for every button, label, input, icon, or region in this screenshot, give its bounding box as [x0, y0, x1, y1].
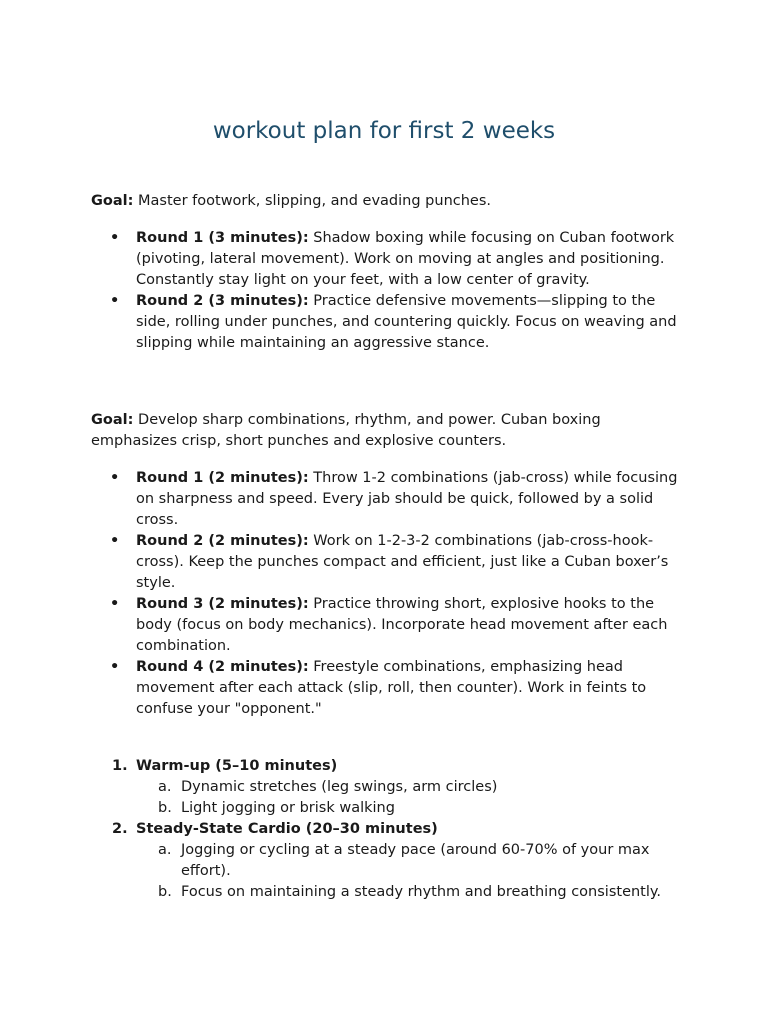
sub-text: Focus on maintaining a steady rhythm and breathing consistently. [181, 884, 662, 900]
list-item [136, 777, 682, 798]
round-text: Throw 1-2 combinations (jab-cross) while focusing on sharpness and speed. Every jab should be quick, followed by a solid cross. [136, 470, 678, 528]
sub-letter: a. [158, 779, 172, 795]
sub-letter: a. [158, 842, 172, 858]
list-item [110, 657, 682, 720]
sub-list [136, 840, 682, 903]
sub-list [136, 777, 682, 819]
sub-text: Light jogging or brisk walking [181, 800, 395, 816]
cardio-steps-list [110, 756, 682, 903]
rounds-list-footwork [110, 228, 682, 354]
list-item [110, 531, 682, 594]
round-text: Freestyle combinations, emphasizing head movement after each attack (slip, roll, then counter). Work in feints to confuse your "opponent." [136, 659, 647, 717]
round-label: Round 1 (3 minutes): [136, 230, 309, 246]
goal-paragraph-footwork [91, 191, 681, 212]
sub-text: Jogging or cycling at a steady pace (around 60-70% of your max effort). [181, 842, 650, 879]
bullet-icon: • [110, 659, 120, 675]
step-title: Warm-up (5–10 minutes) [136, 758, 338, 774]
goal-label: Goal: [91, 193, 134, 209]
step-number: 2. [112, 821, 128, 837]
list-item [110, 819, 682, 903]
sub-letter: b. [158, 800, 172, 816]
round-text: Work on 1-2-3-2 combinations (jab-cross-hook-cross). Keep the punches compact and efficient, just like a Cuban boxer’s style. [136, 533, 669, 591]
round-text: Practice defensive movements—slipping to the side, rolling under punches, and countering quickly. Focus on weaving and slipping while maintaining an aggressive stance. [136, 293, 677, 351]
sub-letter: b. [158, 884, 172, 900]
round-label: Round 3 (2 minutes): [136, 596, 309, 612]
step-title: Steady-State Cardio (20–30 minutes) [136, 821, 438, 837]
rounds-list-combinations [110, 468, 682, 720]
round-label: Round 2 (2 minutes): [136, 533, 309, 549]
sub-text: Dynamic stretches (leg swings, arm circles) [181, 779, 498, 795]
list-item [110, 468, 682, 531]
bullet-icon: • [110, 230, 120, 246]
goal-text: Master footwork, slipping, and evading punches. [133, 193, 492, 209]
list-item [136, 840, 682, 882]
list-item [110, 594, 682, 657]
list-item [136, 882, 682, 903]
list-item [110, 756, 682, 819]
list-item [136, 798, 682, 819]
round-text: Shadow boxing while focusing on Cuban footwork (pivoting, lateral movement). Work on moving at angles and positioning. Constantly stay light on your feet, with a low center of gravity. [136, 230, 675, 288]
round-text: Practice throwing short, explosive hooks to the body (focus on body mechanics). Incorporate head movement after each combination. [136, 596, 668, 654]
list-item [110, 291, 682, 354]
bullet-icon: • [110, 533, 120, 549]
list-item [110, 228, 682, 291]
goal-text: Develop sharp combinations, rhythm, and power. Cuban boxing emphasizes crisp, short punches and explosive counters. [91, 412, 601, 449]
bullet-icon: • [110, 293, 120, 309]
page-title: workout plan for first 2 weeks [212, 118, 556, 144]
round-label: Round 1 (2 minutes): [136, 470, 309, 486]
goal-label: Goal: [91, 412, 134, 428]
round-label: Round 2 (3 minutes): [136, 293, 309, 309]
round-label: Round 4 (2 minutes): [136, 659, 309, 675]
step-number: 1. [112, 758, 128, 774]
goal-paragraph-combinations [91, 410, 681, 452]
bullet-icon: • [110, 470, 120, 486]
bullet-icon: • [110, 596, 120, 612]
